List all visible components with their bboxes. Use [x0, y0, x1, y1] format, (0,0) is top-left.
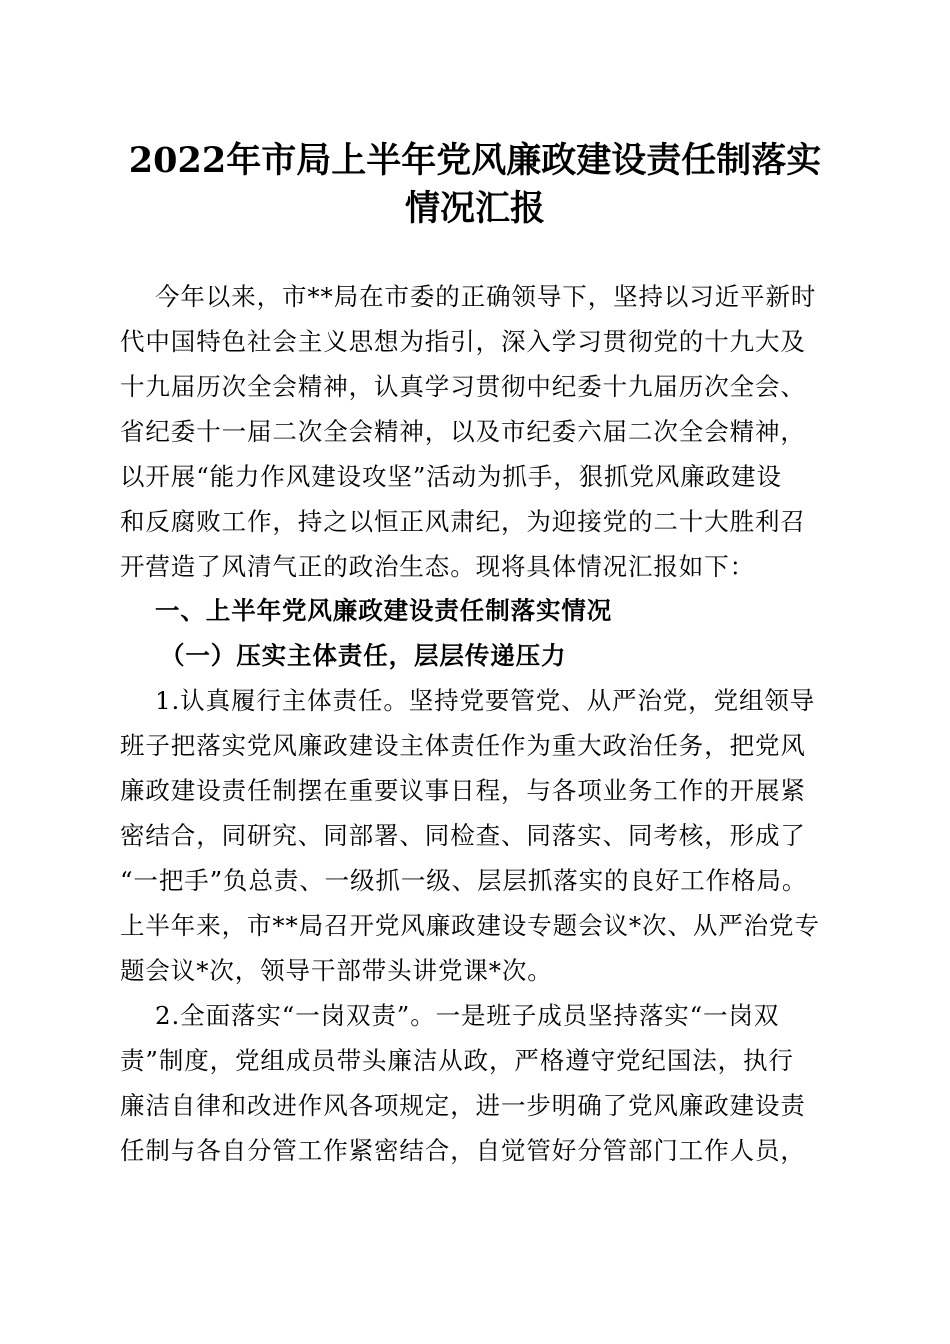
- intro-line: 省纪委十一届二次全会精神，以及市纪委六届二次全会精神，: [120, 417, 806, 446]
- intro-line: 开营造了风清气正的政治生态。现将具体情况汇报如下：: [120, 552, 755, 581]
- intro-line: 以开展“能力作风建设攻坚”活动为抓手，狠抓党风廉政建设: [120, 462, 782, 491]
- paragraph-line: 题会议*次，领导干部带头讲党课*次。: [120, 956, 553, 985]
- document-title-line-1: 2022年市局上半年党风廉政建设责任制落实: [128, 140, 822, 181]
- section-heading: 一、上半年党风廉政建设责任制落实情况: [155, 596, 613, 625]
- paragraph-line: 上半年来，市**局召开党风廉政建设专题会议*次、从严治党专: [120, 911, 820, 940]
- paragraph-line: 廉政建设责任制摆在重要议事日程，与各项业务工作的开展紧: [120, 776, 806, 805]
- paragraph-line: 廉洁自律和改进作风各项规定，进一步明确了党风廉政建设责: [120, 1091, 806, 1120]
- paragraph-line: “一把手”负总责、一级抓一级、层层抓落实的良好工作格局。: [120, 866, 808, 895]
- paragraph-line: 密结合，同研究、同部署、同检查、同落实、同考核，形成了: [120, 821, 806, 850]
- paragraph-line: 任制与各自分管工作紧密结合，自觉管好分管部门工作人员，: [120, 1136, 806, 1165]
- paragraph-line: 班子把落实党风廉政建设主体责任作为重大政治任务，把党风: [120, 731, 806, 760]
- paragraph-line: 1.认真履行主体责任。坚持党要管党、从严治党，党组领导: [155, 686, 816, 715]
- intro-line: 十九届历次全会精神，认真学习贯彻中纪委十九届历次全会、: [120, 372, 806, 401]
- document-title-line-2: 情况汇报: [404, 188, 545, 229]
- paragraph-line: 2.全面落实“一岗双责”。一是班子成员坚持落实“一岗双: [155, 1001, 780, 1030]
- intro-line: 和反腐败工作，持之以恒正风肃纪，为迎接党的二十大胜利召: [120, 507, 806, 536]
- paragraph-line: 责”制度，党组成员带头廉洁从政，严格遵守党纪国法，执行: [120, 1046, 794, 1075]
- subsection-heading: （一）压实主体责任，层层传递压力: [160, 641, 567, 670]
- intro-line: 今年以来，市**局在市委的正确领导下，坚持以习近平新时: [155, 282, 817, 311]
- intro-line: 代中国特色社会主义思想为指引，深入学习贯彻党的十九大及: [120, 327, 806, 356]
